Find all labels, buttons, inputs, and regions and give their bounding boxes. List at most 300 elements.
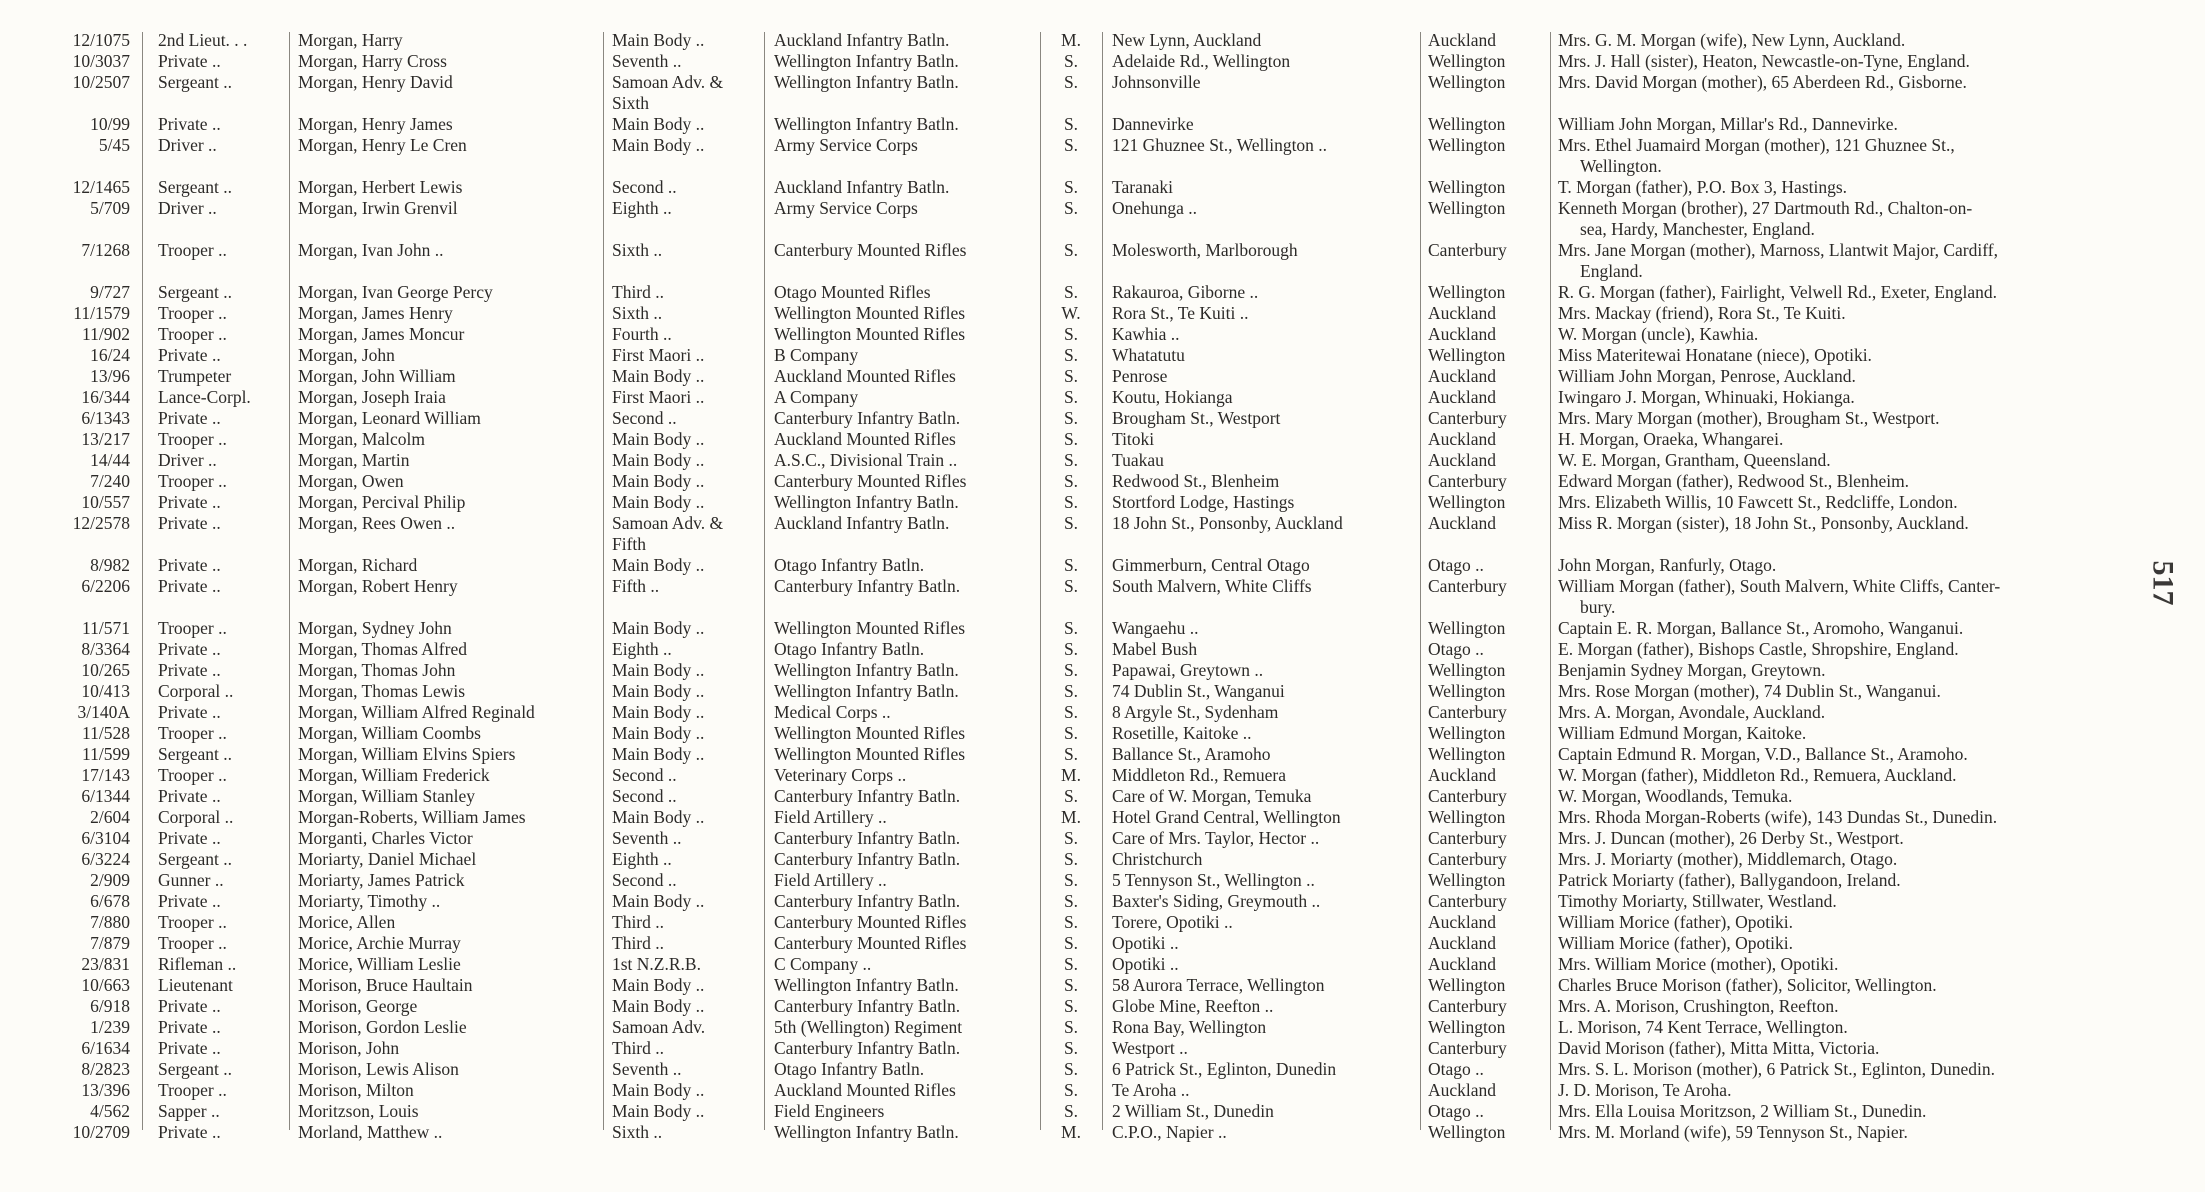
reg-number: 23/831 [81, 954, 130, 974]
rank: Lance-Corpl. [158, 387, 251, 407]
rank: Private .. [158, 513, 221, 533]
next-of-kin: Mrs. J. Moriarty (mother), Middlemarch, Otago. [1558, 849, 1898, 869]
soldier-name: Moritzson, Louis [298, 1101, 419, 1121]
table-row [0, 744, 2205, 765]
district: Wellington [1428, 975, 1506, 995]
address: Ballance St., Aramoho [1112, 744, 1271, 764]
next-of-kin: Benjamin Sydney Morgan, Greytown. [1558, 660, 1826, 680]
draft: Second .. [612, 765, 677, 785]
soldier-name: Morgan, William Stanley [298, 786, 476, 806]
next-of-kin: Patrick Moriarty (father), Ballygandoon, Ireland. [1558, 870, 1901, 890]
next-of-kin: Mrs. G. M. Morgan (wife), New Lynn, Auckland. [1558, 30, 1906, 50]
reg-number: 11/599 [82, 744, 130, 764]
unit: Wellington Infantry Batln. [774, 51, 959, 71]
address: Westport .. [1112, 1038, 1188, 1058]
rank: Corporal .. [158, 807, 234, 827]
unit: Otago Infantry Batln. [774, 639, 925, 659]
reg-number: 8/3364 [81, 639, 130, 659]
district: Auckland [1428, 933, 1497, 953]
table-row [0, 975, 2205, 996]
reg-number: 2/604 [90, 807, 130, 827]
reg-number: 6/1344 [81, 786, 130, 806]
rank: Private .. [158, 492, 221, 512]
address: Stortford Lodge, Hastings [1112, 492, 1295, 512]
next-of-kin: Charles Bruce Morison (father), Solicitor, Wellington. [1558, 975, 1937, 995]
unit: Canterbury Infantry Batln. [774, 576, 961, 596]
marital-status: S. [1063, 450, 1079, 470]
next-of-kin: E. Morgan (father), Bishops Castle, Shropshire, England. [1558, 639, 1959, 659]
marital-status: M. [1061, 30, 1081, 50]
next-of-kin: William Morgan (father), South Malvern, White Cliffs, Canter- [1558, 576, 2001, 596]
table-row [0, 618, 2205, 639]
marital-status: S. [1063, 135, 1079, 155]
reg-number: 16/24 [90, 345, 130, 365]
marital-status: S. [1063, 639, 1079, 659]
draft: Main Body .. [612, 807, 705, 827]
address: Johnsonville [1112, 72, 1201, 92]
draft: Fifth .. [612, 576, 660, 596]
unit: Wellington Mounted Rifles [774, 723, 966, 743]
table-row [0, 870, 2205, 891]
soldier-name: Morgan, Harry [298, 30, 403, 50]
next-of-kin: Timothy Moriarty, Stillwater, Westland. [1558, 891, 1837, 911]
draft-continued: Sixth [612, 93, 649, 113]
marital-status: S. [1063, 828, 1079, 848]
marital-status: S. [1063, 366, 1079, 386]
draft: Samoan Adv. & [612, 513, 724, 533]
soldier-name: Morgan, Robert Henry [298, 576, 458, 596]
soldier-name: Morgan, William Elvins Spiers [298, 744, 516, 764]
address: Christchurch [1112, 849, 1203, 869]
table-row [0, 1122, 2205, 1143]
draft: Third .. [612, 1038, 665, 1058]
reg-number: 11/902 [82, 324, 130, 344]
rank: Trooper .. [158, 933, 227, 953]
reg-number: 8/982 [90, 555, 130, 575]
next-of-kin: R. G. Morgan (father), Fairlight, Velwell Rd., Exeter, England. [1558, 282, 1997, 302]
address: Opotiki .. [1112, 954, 1179, 974]
next-of-kin: Mrs. William Morice (mother), Opotiki. [1558, 954, 1839, 974]
unit: Wellington Mounted Rifles [774, 744, 966, 764]
table-row [0, 492, 2205, 513]
rank: Private .. [158, 786, 221, 806]
district: Auckland [1428, 324, 1497, 344]
draft: Seventh .. [612, 1059, 682, 1079]
soldier-name: Morgan, Herbert Lewis [298, 177, 463, 197]
next-of-kin: Kenneth Morgan (brother), 27 Dartmouth Rd., Chalton-on- [1558, 198, 1973, 218]
marital-status: S. [1063, 723, 1079, 743]
soldier-name: Morgan, Malcolm [298, 429, 426, 449]
rank: Trooper .. [158, 240, 227, 260]
district: Auckland [1428, 30, 1497, 50]
address: Mabel Bush [1112, 639, 1198, 659]
marital-status: S. [1063, 849, 1079, 869]
rank: Trooper .. [158, 303, 227, 323]
unit: Auckland Infantry Batln. [774, 177, 950, 197]
rank: Gunner .. [158, 870, 224, 890]
soldier-name: Morgan, Rees Owen .. [298, 513, 456, 533]
unit: Wellington Mounted Rifles [774, 618, 966, 638]
rank: Private .. [158, 996, 221, 1016]
draft: First Maori .. [612, 345, 705, 365]
next-of-kin: Mrs. Rose Morgan (mother), 74 Dublin St., Wanganui. [1558, 681, 1941, 701]
soldier-name: Morgan, Ivan George Percy [298, 282, 493, 302]
next-of-kin-continued: bury. [1580, 597, 1616, 617]
address: Papawai, Greytown .. [1112, 660, 1264, 680]
table-row [0, 1059, 2205, 1080]
draft: Main Body .. [612, 618, 705, 638]
draft: Main Body .. [612, 660, 705, 680]
table-row [0, 1017, 2205, 1038]
marital-status: S. [1063, 702, 1079, 722]
unit: Army Service Corps [774, 198, 918, 218]
reg-number: 2/909 [90, 870, 130, 890]
reg-number: 10/3037 [72, 51, 130, 71]
rank: Private .. [158, 51, 221, 71]
draft: Third .. [612, 912, 665, 932]
draft: Main Body .. [612, 996, 705, 1016]
reg-number: 7/880 [90, 912, 130, 932]
table-row [0, 303, 2205, 324]
table-row [0, 786, 2205, 807]
rank: Driver .. [158, 135, 217, 155]
district: Auckland [1428, 303, 1497, 323]
table-row [0, 954, 2205, 975]
district: Wellington [1428, 345, 1506, 365]
table-row [0, 324, 2205, 345]
draft: Main Body .. [612, 1101, 705, 1121]
soldier-name: Morganti, Charles Victor [298, 828, 473, 848]
address: Rosetille, Kaitoke .. [1112, 723, 1252, 743]
marital-status: S. [1063, 744, 1079, 764]
next-of-kin: Mrs. Mary Morgan (mother), Brougham St., Westport. [1558, 408, 1940, 428]
unit: Wellington Infantry Batln. [774, 660, 959, 680]
marital-status: S. [1063, 72, 1079, 92]
reg-number: 16/344 [81, 387, 130, 407]
marital-status: S. [1063, 51, 1079, 71]
district: Wellington [1428, 72, 1506, 92]
table-row [0, 849, 2205, 870]
rank: Sergeant .. [158, 1059, 233, 1079]
soldier-name: Morgan, Ivan John .. [298, 240, 444, 260]
marital-status: S. [1063, 408, 1079, 428]
reg-number: 12/1075 [72, 30, 130, 50]
unit: Wellington Mounted Rifles [774, 303, 966, 323]
reg-number: 11/528 [82, 723, 130, 743]
reg-number: 6/1634 [81, 1038, 130, 1058]
reg-number: 10/2507 [72, 72, 130, 92]
unit: Auckland Mounted Rifles [774, 429, 956, 449]
unit: Canterbury Infantry Batln. [774, 891, 961, 911]
draft: Samoan Adv. [612, 1017, 706, 1037]
marital-status: S. [1063, 660, 1079, 680]
marital-status: S. [1063, 576, 1079, 596]
table-row [0, 912, 2205, 933]
table-row [0, 555, 2205, 576]
rank: Trooper .. [158, 471, 227, 491]
next-of-kin: Captain Edmund R. Morgan, V.D., Ballance St., Aramoho. [1558, 744, 1968, 764]
address: South Malvern, White Cliffs [1112, 576, 1312, 596]
district: Canterbury [1428, 576, 1507, 596]
rank: Lieutenant [158, 975, 233, 995]
next-of-kin: W. E. Morgan, Grantham, Queensland. [1558, 450, 1831, 470]
unit: Otago Infantry Batln. [774, 555, 925, 575]
district: Wellington [1428, 198, 1506, 218]
table-row [0, 51, 2205, 72]
district: Wellington [1428, 282, 1506, 302]
district: Otago .. [1428, 1101, 1484, 1121]
address: 121 Ghuznee St., Wellington .. [1112, 135, 1328, 155]
rank: Private .. [158, 828, 221, 848]
next-of-kin: L. Morison, 74 Kent Terrace, Wellington. [1558, 1017, 1848, 1037]
address: 18 John St., Ponsonby, Auckland [1112, 513, 1343, 533]
draft: Second .. [612, 408, 677, 428]
draft: Eighth .. [612, 198, 672, 218]
soldier-name: Morgan, Henry James [298, 114, 453, 134]
marital-status: S. [1063, 912, 1079, 932]
unit: Canterbury Infantry Batln. [774, 786, 961, 806]
reg-number: 12/1465 [72, 177, 130, 197]
unit: Army Service Corps [774, 135, 918, 155]
draft: Main Body .. [612, 1080, 705, 1100]
next-of-kin: Miss Materitewai Honatane (niece), Opotiki. [1558, 345, 1872, 365]
district: Canterbury [1428, 408, 1507, 428]
draft: 1st N.Z.R.B. [612, 954, 701, 974]
draft: Main Body .. [612, 975, 705, 995]
next-of-kin: H. Morgan, Oraeka, Whangarei. [1558, 429, 1784, 449]
soldier-name: Morison, Bruce Haultain [298, 975, 473, 995]
next-of-kin: Edward Morgan (father), Redwood St., Blenheim. [1558, 471, 1910, 491]
unit: Otago Mounted Rifles [774, 282, 931, 302]
district: Canterbury [1428, 828, 1507, 848]
next-of-kin-continued: Wellington. [1580, 156, 1662, 176]
marital-status: S. [1063, 387, 1079, 407]
draft: Sixth .. [612, 240, 663, 260]
table-row [0, 282, 2205, 303]
unit: Wellington Mounted Rifles [774, 324, 966, 344]
unit: Canterbury Infantry Batln. [774, 849, 961, 869]
marital-status: S. [1063, 891, 1079, 911]
rank: Trooper .. [158, 324, 227, 344]
marital-status: M. [1061, 1122, 1081, 1142]
soldier-name: Morgan, Thomas Lewis [298, 681, 466, 701]
reg-number: 13/96 [90, 366, 130, 386]
soldier-name: Morice, Allen [298, 912, 396, 932]
soldier-name: Morgan, Henry Le Cren [298, 135, 467, 155]
reg-number: 6/3104 [81, 828, 130, 848]
rank: Private .. [158, 345, 221, 365]
district: Auckland [1428, 1080, 1497, 1100]
soldier-name: Morison, Milton [298, 1080, 414, 1100]
table-row [0, 933, 2205, 954]
address: Onehunga .. [1112, 198, 1198, 218]
unit: Canterbury Mounted Rifles [774, 933, 967, 953]
district: Canterbury [1428, 849, 1507, 869]
draft: Main Body .. [612, 114, 705, 134]
rank: Sergeant .. [158, 177, 233, 197]
address: Opotiki .. [1112, 933, 1179, 953]
next-of-kin: Mrs. Rhoda Morgan-Roberts (wife), 143 Dundas St., Dunedin. [1558, 807, 1998, 827]
reg-number: 3/140A [77, 702, 130, 722]
soldier-name: Morgan, William Coombs [298, 723, 481, 743]
district: Wellington [1428, 618, 1506, 638]
reg-number: 14/44 [90, 450, 130, 470]
address: 74 Dublin St., Wanganui [1112, 681, 1285, 701]
next-of-kin: William John Morgan, Millar's Rd., Dannevirke. [1558, 114, 1898, 134]
unit: A.S.C., Divisional Train .. [774, 450, 958, 470]
unit: C Company .. [774, 954, 872, 974]
table-row [0, 240, 2205, 281]
table-row [0, 891, 2205, 912]
table-row [0, 366, 2205, 387]
marital-status: S. [1063, 1038, 1079, 1058]
reg-number: 6/3224 [81, 849, 130, 869]
table-row [0, 723, 2205, 744]
address: Care of W. Morgan, Temuka [1112, 786, 1312, 806]
district: Wellington [1428, 681, 1506, 701]
draft: Second .. [612, 177, 677, 197]
reg-number: 10/557 [81, 492, 130, 512]
table-row [0, 996, 2205, 1017]
next-of-kin: John Morgan, Ranfurly, Otago. [1558, 555, 1777, 575]
table-row [0, 1038, 2205, 1059]
next-of-kin-continued: sea, Hardy, Manchester, England. [1580, 219, 1815, 239]
address: Molesworth, Marlborough [1112, 240, 1298, 260]
marital-status: S. [1063, 177, 1079, 197]
district: Canterbury [1428, 471, 1507, 491]
rank: Private .. [158, 555, 221, 575]
reg-number: 4/562 [90, 1101, 130, 1121]
next-of-kin: T. Morgan (father), P.O. Box 3, Hastings. [1558, 177, 1848, 197]
district: Otago .. [1428, 639, 1484, 659]
draft: Seventh .. [612, 828, 682, 848]
address: Rona Bay, Wellington [1112, 1017, 1267, 1037]
marital-status: S. [1063, 618, 1079, 638]
reg-number: 10/2709 [72, 1122, 130, 1142]
district: Wellington [1428, 723, 1506, 743]
draft: Second .. [612, 870, 677, 890]
rank: Corporal .. [158, 681, 234, 701]
district: Auckland [1428, 765, 1497, 785]
unit: Wellington Infantry Batln. [774, 681, 959, 701]
next-of-kin: Captain E. R. Morgan, Ballance St., Aromoho, Wanganui. [1558, 618, 1964, 638]
table-row [0, 513, 2205, 554]
next-of-kin: Mrs. S. L. Morison (mother), 6 Patrick St., Eglinton, Dunedin. [1558, 1059, 1995, 1079]
rank: Trooper .. [158, 723, 227, 743]
soldier-name: Moriarty, Timothy .. [298, 891, 441, 911]
next-of-kin: William Morice (father), Opotiki. [1558, 912, 1793, 932]
address: 8 Argyle St., Sydenham [1112, 702, 1279, 722]
address: Torere, Opotiki .. [1112, 912, 1233, 932]
soldier-name: Morgan, Joseph Iraia [298, 387, 446, 407]
soldier-name: Morice, Archie Murray [298, 933, 461, 953]
next-of-kin: Mrs. Ella Louisa Moritzson, 2 William St., Dunedin. [1558, 1101, 1927, 1121]
draft: Main Body .. [612, 744, 705, 764]
rank: Trooper .. [158, 1080, 227, 1100]
marital-status: S. [1063, 1017, 1079, 1037]
marital-status: S. [1063, 954, 1079, 974]
address: Titoki [1112, 429, 1155, 449]
district: Canterbury [1428, 240, 1507, 260]
soldier-name: Morgan, Sydney John [298, 618, 452, 638]
address: Baxter's Siding, Greymouth .. [1112, 891, 1321, 911]
soldier-name: Morgan, Richard [298, 555, 418, 575]
district: Auckland [1428, 912, 1497, 932]
unit: Field Artillery .. [774, 807, 887, 827]
next-of-kin: William Edmund Morgan, Kaitoke. [1558, 723, 1807, 743]
marital-status: S. [1063, 513, 1079, 533]
district: Canterbury [1428, 891, 1507, 911]
rank: 2nd Lieut. . . [158, 30, 248, 50]
marital-status: S. [1063, 681, 1079, 701]
draft: Main Body .. [612, 366, 705, 386]
address: Rakauroa, Giborne .. [1112, 282, 1259, 302]
table-row [0, 471, 2205, 492]
rank: Driver .. [158, 198, 217, 218]
reg-number: 8/2823 [81, 1059, 130, 1079]
rank: Private .. [158, 639, 221, 659]
unit: Wellington Infantry Batln. [774, 114, 959, 134]
reg-number: 6/1343 [81, 408, 130, 428]
marital-status: S. [1063, 324, 1079, 344]
draft: Second .. [612, 786, 677, 806]
soldier-name: Morgan, William Alfred Reginald [298, 702, 535, 722]
address: Care of Mrs. Taylor, Hector .. [1112, 828, 1320, 848]
marital-status: S. [1063, 114, 1079, 134]
marital-status: S. [1063, 1059, 1079, 1079]
reg-number: 11/1579 [73, 303, 130, 323]
rank: Sergeant .. [158, 282, 233, 302]
reg-number: 6/678 [90, 891, 130, 911]
draft: Main Body .. [612, 450, 705, 470]
rank: Sergeant .. [158, 72, 233, 92]
district: Canterbury [1428, 1038, 1507, 1058]
marital-status: S. [1063, 996, 1079, 1016]
next-of-kin: J. D. Morison, Te Aroha. [1558, 1080, 1732, 1100]
marital-status: S. [1063, 1101, 1079, 1121]
unit: Veterinary Corps .. [774, 765, 907, 785]
address: Koutu, Hokianga [1112, 387, 1233, 407]
rank: Private .. [158, 408, 221, 428]
district: Canterbury [1428, 702, 1507, 722]
address: Kawhia .. [1112, 324, 1180, 344]
address: Redwood St., Blenheim [1112, 471, 1280, 491]
address: Whatatutu [1112, 345, 1185, 365]
table-row [0, 450, 2205, 471]
address: Penrose [1112, 366, 1168, 386]
table-row [0, 828, 2205, 849]
next-of-kin: W. Morgan (father), Middleton Rd., Remuera, Auckland. [1558, 765, 1957, 785]
unit: A Company [774, 387, 859, 407]
draft: Main Body .. [612, 30, 705, 50]
marital-status: S. [1063, 555, 1079, 575]
soldier-name: Moriarty, Daniel Michael [298, 849, 477, 869]
unit: Canterbury Infantry Batln. [774, 996, 961, 1016]
address: Hotel Grand Central, Wellington [1112, 807, 1341, 827]
unit: Auckland Infantry Batln. [774, 513, 950, 533]
soldier-name: Morgan, Leonard William [298, 408, 481, 428]
table-row [0, 807, 2205, 828]
soldier-name: Morice, William Leslie [298, 954, 461, 974]
unit: 5th (Wellington) Regiment [774, 1017, 963, 1037]
address: Rora St., Te Kuiti .. [1112, 303, 1249, 323]
table-row [0, 177, 2205, 198]
unit: Auckland Mounted Rifles [774, 1080, 956, 1100]
soldier-name: Morgan, Thomas John [298, 660, 456, 680]
next-of-kin: Mrs. A. Morgan, Avondale, Auckland. [1558, 702, 1826, 722]
marital-status: M. [1061, 765, 1081, 785]
address: Adelaide Rd., Wellington [1112, 51, 1291, 71]
